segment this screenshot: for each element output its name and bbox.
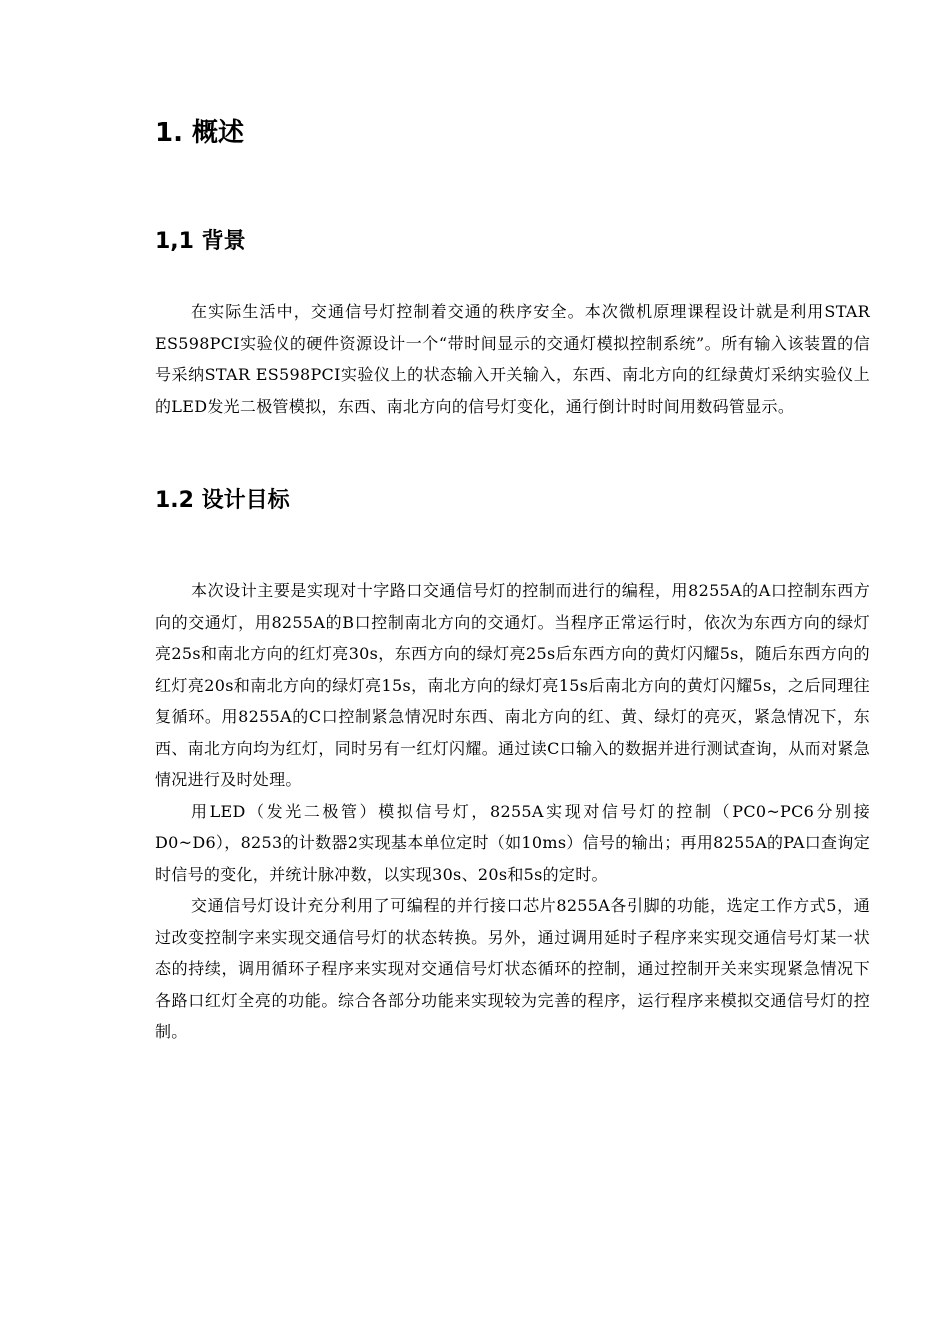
paragraph: 在实际生活中，交通信号灯控制着交通的秩序安全。本次微机原理课程设计就是利用STAR ES598PCI实验仪的硬件资源设计一个“带时间显示的交通灯模拟控制系统”。所有输入该装置的信号采纳STAR ES598PCI实验仪上的状态输入开关输入，东西、南北方向的红绿黄灯采纳实验仪上的LED发光二极管模拟，东西、南北方向的信号灯变化，通行倒计时时间用数码管显示。	[155, 302, 870, 416]
section-heading-overview: 1. 概述	[155, 118, 245, 148]
design-goals-body	[155, 575, 870, 1048]
paragraph: 本次设计主要是实现对十字路口交通信号灯的控制而进行的编程，用8255A的A口控制东西方向的交通灯，用8255A的B口控制南北方向的交通灯。当程序正常运行时，依次为东西方向的绿灯亮25s和南北方向的红灯亮30s，东西方向的绿灯亮25s后东西方向的黄灯闪耀5s，随后东西方向的红灯亮20s和南北方向的绿灯亮15s，南北方向的绿灯亮15s后南北方向的黄灯闪耀5s，之后同理往复循环。用8255A的C口控制紧急情况时东西、南北方向的红、黄、绿灯的亮灭，紧急情况下，东西、南北方向均为红灯，同时另有一红灯闪耀。通过读C口输入的数据并进行测试查询，从而对紧急情况进行及时处理。	[155, 581, 870, 789]
section-heading-design-goals: 1.2 设计目标	[155, 488, 290, 513]
background-body	[155, 296, 870, 422]
paragraph: 用LED（发光二极管）模拟信号灯，8255A实现对信号灯的控制（PC0~PC6分别接D0~D6），8253的计数器2实现基本单位定时（如10ms）信号的输出；再用8255A的PA口查询定时信号的变化，并统计脉冲数，以实现30s、20s和5s的定时。	[155, 801, 870, 884]
paragraph: 交通信号灯设计充分利用了可编程的并行接口芯片8255A各引脚的功能，选定工作方式5，通过改变控制字来实现交通信号灯的状态转换。另外，通过调用延时子程序来实现交通信号灯某一状态的持续，调用循环子程序来实现对交通信号灯状态循环的控制，通过控制开关来实现紧急情况下各路口红灯全亮的功能。综合各部分功能来实现较为完善的程序，运行程序来模拟交通信号灯的控制。	[155, 896, 870, 1041]
section-heading-background: 1,1 背景	[155, 229, 246, 254]
